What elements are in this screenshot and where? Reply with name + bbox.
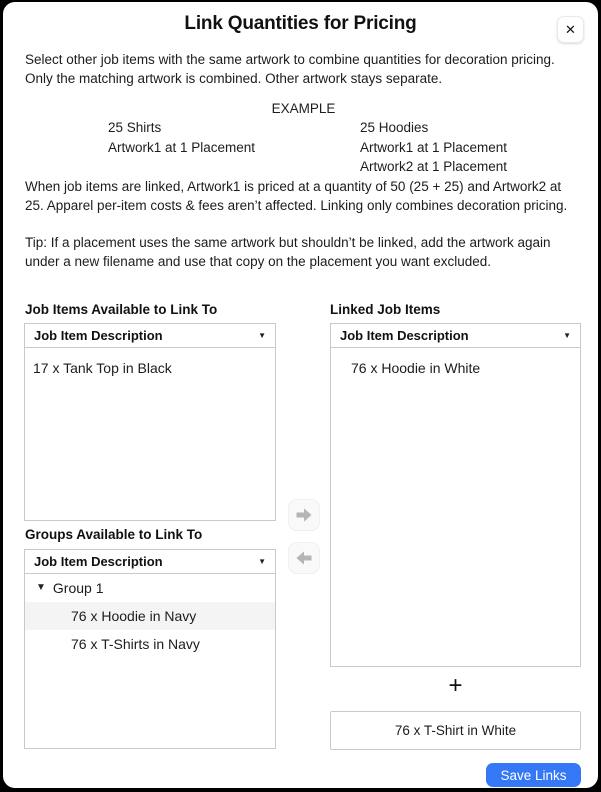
example-line: Artwork1 at 1 Placement xyxy=(360,139,508,155)
list-item[interactable]: 17 x Tank Top in Black xyxy=(33,360,172,376)
group-child-item[interactable]: 76 x Hoodie in Navy xyxy=(25,602,275,630)
pending-item-label: 76 x T-Shirt in White xyxy=(394,723,517,738)
available-section-heading: Job Items Available to Link To xyxy=(25,302,218,317)
example-line: 25 Hoodies xyxy=(360,120,429,135)
link-quantities-dialog xyxy=(3,2,598,788)
linked-items-listbox xyxy=(330,323,581,667)
groups-tree xyxy=(25,574,275,658)
linked-section-heading: Linked Job Items xyxy=(330,302,441,317)
column-header-label: Job Item Description xyxy=(340,328,469,343)
group-child-item[interactable]: 76 x T-Shirts in Navy xyxy=(71,636,200,652)
available-column-header-dropdown[interactable] xyxy=(25,324,275,348)
tip-text: Tip: If a placement uses the same artwork but shouldn’t be linked, add the artwork again under a new filename and use that copy on the placement you want excluded. xyxy=(25,235,551,269)
disclosure-triangle-icon[interactable]: ▼ xyxy=(36,582,46,593)
move-right-button[interactable] xyxy=(288,499,320,531)
example-line: Artwork2 at 1 Placement xyxy=(360,159,508,174)
add-item-button[interactable] xyxy=(330,671,581,699)
groups-section-heading: Groups Available to Link To xyxy=(25,527,203,542)
column-header-label: Job Item Description xyxy=(34,554,163,569)
dialog-title: Link Quantities for Pricing xyxy=(184,13,417,34)
example-heading: EXAMPLE xyxy=(271,101,336,116)
chevron-down-icon: ▼ xyxy=(563,330,571,340)
intro-text: Select other job items with the same artwork to combine quantities for decoration pricing. Only the matching artwork is combined. Other artwork stays separate. xyxy=(25,52,555,86)
available-items-list xyxy=(25,348,275,381)
column-header-label: Job Item Description xyxy=(34,328,163,343)
explanation-text: When job items are linked, Artwork1 is priced at a quantity of 50 (25 + 25) and Artwork2 at 25. Apparel per-item costs & fees aren’t affected. Linking only combines decoration pricing. xyxy=(25,179,568,213)
arrow-right-icon xyxy=(294,505,314,525)
group-row[interactable] xyxy=(25,574,275,602)
group-name: Group 1 xyxy=(52,580,104,596)
move-left-button[interactable] xyxy=(288,542,320,574)
example-left-column xyxy=(108,118,255,157)
chevron-down-icon: ▼ xyxy=(258,330,266,340)
close-icon: ✕ xyxy=(565,21,576,37)
example-right-column xyxy=(360,118,507,177)
close-button[interactable] xyxy=(557,16,584,43)
list-item[interactable]: 76 x Hoodie in White xyxy=(351,360,481,376)
groups-column-header-dropdown[interactable] xyxy=(25,550,275,574)
available-items-listbox xyxy=(24,323,276,521)
arrow-left-icon xyxy=(294,548,314,568)
pending-item-box[interactable] xyxy=(330,711,581,750)
plus-icon: + xyxy=(448,672,463,699)
chevron-down-icon: ▼ xyxy=(258,556,266,566)
example-line: Artwork1 at 1 Placement xyxy=(108,139,256,155)
groups-listbox xyxy=(24,549,276,749)
save-links-button[interactable]: Save Links xyxy=(486,763,581,787)
linked-column-header-dropdown[interactable] xyxy=(331,324,580,348)
linked-items-list xyxy=(331,348,580,381)
example-line: 25 Shirts xyxy=(108,120,162,135)
